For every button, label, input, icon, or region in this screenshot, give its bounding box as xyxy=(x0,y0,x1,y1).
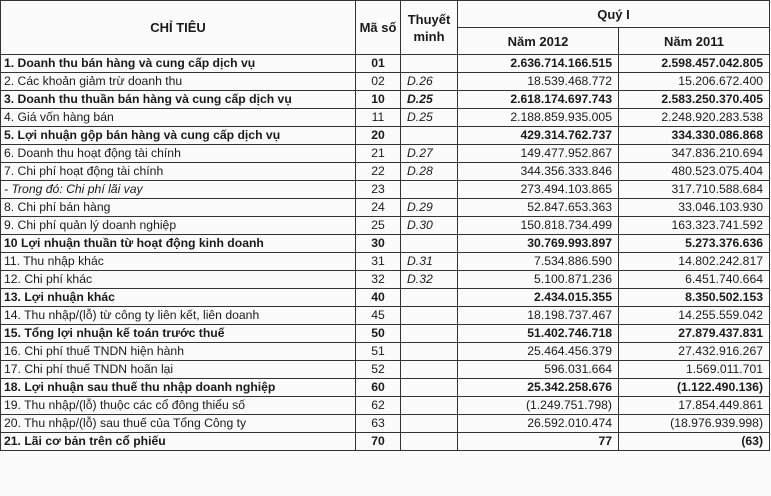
table-row xyxy=(1,361,770,379)
row-value-2012: 52.847.653.363 xyxy=(458,199,619,217)
table-row xyxy=(1,235,770,253)
row-value-2011: 2.598.457.042.805 xyxy=(619,55,770,73)
row-note xyxy=(401,325,458,343)
row-name: 7. Chi phí hoạt động tài chính xyxy=(1,163,356,181)
row-value-2011: (1.122.490.136) xyxy=(619,379,770,397)
row-value-2012: 30.769.993.897 xyxy=(458,235,619,253)
row-note xyxy=(401,181,458,199)
row-note xyxy=(401,397,458,415)
row-name: 19. Thu nhập/(lỗ) thuộc các cổ đông thiểu số xyxy=(1,397,356,415)
row-name: 10 Lợi nhuận thuần từ hoạt động kinh doanh xyxy=(1,235,356,253)
row-note xyxy=(401,415,458,433)
row-code: 52 xyxy=(356,361,401,379)
table-row xyxy=(1,433,770,451)
header-ma-so: Mã số xyxy=(356,1,401,55)
table-row xyxy=(1,325,770,343)
row-value-2012: 77 xyxy=(458,433,619,451)
table-row xyxy=(1,397,770,415)
row-name: 9. Chi phí quản lý doanh nghiệp xyxy=(1,217,356,235)
row-note: D.26 xyxy=(401,73,458,91)
table-row xyxy=(1,181,770,199)
row-value-2012: 2.188.859.935.005 xyxy=(458,109,619,127)
row-value-2011: 14.802.242.817 xyxy=(619,253,770,271)
row-name: 11. Thu nhập khác xyxy=(1,253,356,271)
row-value-2012: 596.031.664 xyxy=(458,361,619,379)
row-value-2011: 2.248.920.283.538 xyxy=(619,109,770,127)
row-code: 31 xyxy=(356,253,401,271)
table-body xyxy=(1,55,770,451)
row-code: 24 xyxy=(356,199,401,217)
row-value-2011: (18.976.939.998) xyxy=(619,415,770,433)
header-quarter: Quý I xyxy=(458,1,770,28)
row-value-2011: 334.330.086.868 xyxy=(619,127,770,145)
table-row xyxy=(1,271,770,289)
row-code: 02 xyxy=(356,73,401,91)
row-note: D.28 xyxy=(401,163,458,181)
table-row xyxy=(1,91,770,109)
header-thuyet-minh: Thuyết minh xyxy=(401,1,458,55)
table-row xyxy=(1,343,770,361)
row-value-2011: 6.451.740.664 xyxy=(619,271,770,289)
row-value-2011: 14.255.559.042 xyxy=(619,307,770,325)
row-name: 4. Giá vốn hàng bán xyxy=(1,109,356,127)
row-value-2012: 2.618.174.697.743 xyxy=(458,91,619,109)
row-note xyxy=(401,379,458,397)
row-value-2011: 2.583.250.370.405 xyxy=(619,91,770,109)
row-code: 01 xyxy=(356,55,401,73)
row-note xyxy=(401,127,458,145)
row-value-2012: 344.356.333.846 xyxy=(458,163,619,181)
row-code: 10 xyxy=(356,91,401,109)
row-value-2012: 25.464.456.379 xyxy=(458,343,619,361)
row-value-2011: 1.569.011.701 xyxy=(619,361,770,379)
row-name: 2. Các khoản giảm trừ doanh thu xyxy=(1,73,356,91)
row-value-2012: 7.534.886.590 xyxy=(458,253,619,271)
row-name: 21. Lãi cơ bản trên cổ phiếu xyxy=(1,433,356,451)
table-row xyxy=(1,415,770,433)
row-code: 50 xyxy=(356,325,401,343)
row-name: 20. Thu nhập/(lỗ) sau thuế của Tổng Công ty xyxy=(1,415,356,433)
row-code: 40 xyxy=(356,289,401,307)
row-code: 62 xyxy=(356,397,401,415)
table-row xyxy=(1,127,770,145)
table-row xyxy=(1,55,770,73)
row-value-2012: 25.342.258.676 xyxy=(458,379,619,397)
row-name: 17. Chi phí thuế TNDN hoãn lại xyxy=(1,361,356,379)
row-note xyxy=(401,289,458,307)
table-row xyxy=(1,109,770,127)
row-note: D.27 xyxy=(401,145,458,163)
row-value-2012: 51.402.746.718 xyxy=(458,325,619,343)
row-code: 32 xyxy=(356,271,401,289)
row-name: 12. Chi phí khác xyxy=(1,271,356,289)
row-code: 51 xyxy=(356,343,401,361)
table-row xyxy=(1,379,770,397)
row-note: D.29 xyxy=(401,199,458,217)
row-name: 13. Lợi nhuận khác xyxy=(1,289,356,307)
row-name: 6. Doanh thu hoạt động tài chính xyxy=(1,145,356,163)
row-name: 5. Lợi nhuận gộp bán hàng và cung cấp dịch vụ xyxy=(1,127,356,145)
row-name: 16. Chi phí thuế TNDN hiện hành xyxy=(1,343,356,361)
row-note: D.25 xyxy=(401,91,458,109)
header-year-2012: Năm 2012 xyxy=(458,28,619,55)
row-value-2011: 347.836.210.694 xyxy=(619,145,770,163)
row-value-2012: 18.198.737.467 xyxy=(458,307,619,325)
table-row xyxy=(1,145,770,163)
row-code: 22 xyxy=(356,163,401,181)
row-value-2012: 429.314.762.737 xyxy=(458,127,619,145)
row-note: D.25 xyxy=(401,109,458,127)
row-name: - Trong đó: Chi phí lãi vay xyxy=(1,181,356,199)
row-value-2011: (63) xyxy=(619,433,770,451)
row-value-2011: 27.432.916.267 xyxy=(619,343,770,361)
row-value-2012: 5.100.871.236 xyxy=(458,271,619,289)
row-value-2012: 18.539.468.772 xyxy=(458,73,619,91)
row-value-2011: 33.046.103.930 xyxy=(619,199,770,217)
table-row xyxy=(1,199,770,217)
row-name: 8. Chi phí bán hàng xyxy=(1,199,356,217)
row-note: D.31 xyxy=(401,253,458,271)
row-name: 15. Tổng lợi nhuận kế toán trước thuế xyxy=(1,325,356,343)
table-row xyxy=(1,307,770,325)
row-note xyxy=(401,433,458,451)
table-row xyxy=(1,163,770,181)
table-row xyxy=(1,253,770,271)
table-row xyxy=(1,73,770,91)
row-note xyxy=(401,361,458,379)
row-code: 25 xyxy=(356,217,401,235)
row-value-2011: 17.854.449.861 xyxy=(619,397,770,415)
row-code: 70 xyxy=(356,433,401,451)
header-year-2011: Năm 2011 xyxy=(619,28,770,55)
row-value-2012: 150.818.734.499 xyxy=(458,217,619,235)
row-note xyxy=(401,343,458,361)
row-name: 18. Lợi nhuận sau thuế thu nhập doanh nghiệp xyxy=(1,379,356,397)
row-value-2012: 2.636.714.166.515 xyxy=(458,55,619,73)
row-value-2012: 2.434.015.355 xyxy=(458,289,619,307)
row-value-2011: 480.523.075.404 xyxy=(619,163,770,181)
row-code: 30 xyxy=(356,235,401,253)
row-note xyxy=(401,307,458,325)
table-row xyxy=(1,217,770,235)
row-value-2011: 15.206.672.400 xyxy=(619,73,770,91)
row-name: 14. Thu nhập/(lỗ) từ công ty liên kết, liên doanh xyxy=(1,307,356,325)
row-name: 1. Doanh thu bán hàng và cung cấp dịch vụ xyxy=(1,55,356,73)
header-chi-tieu: CHỈ TIÊU xyxy=(1,1,356,55)
row-code: 60 xyxy=(356,379,401,397)
row-value-2011: 5.273.376.636 xyxy=(619,235,770,253)
row-code: 11 xyxy=(356,109,401,127)
row-value-2011: 8.350.502.153 xyxy=(619,289,770,307)
row-code: 63 xyxy=(356,415,401,433)
table-row xyxy=(1,289,770,307)
row-note: D.32 xyxy=(401,271,458,289)
row-code: 45 xyxy=(356,307,401,325)
row-value-2012: (1.249.751.798) xyxy=(458,397,619,415)
row-name: 3. Doanh thu thuần bán hàng và cung cấp dịch vụ xyxy=(1,91,356,109)
row-value-2011: 163.323.741.592 xyxy=(619,217,770,235)
row-value-2012: 149.477.952.867 xyxy=(458,145,619,163)
row-value-2012: 26.592.010.474 xyxy=(458,415,619,433)
row-value-2011: 317.710.588.684 xyxy=(619,181,770,199)
row-note: D.30 xyxy=(401,217,458,235)
row-note xyxy=(401,55,458,73)
row-code: 21 xyxy=(356,145,401,163)
row-value-2012: 273.494.103.865 xyxy=(458,181,619,199)
row-value-2011: 27.879.437.831 xyxy=(619,325,770,343)
row-note xyxy=(401,235,458,253)
row-code: 20 xyxy=(356,127,401,145)
row-code: 23 xyxy=(356,181,401,199)
